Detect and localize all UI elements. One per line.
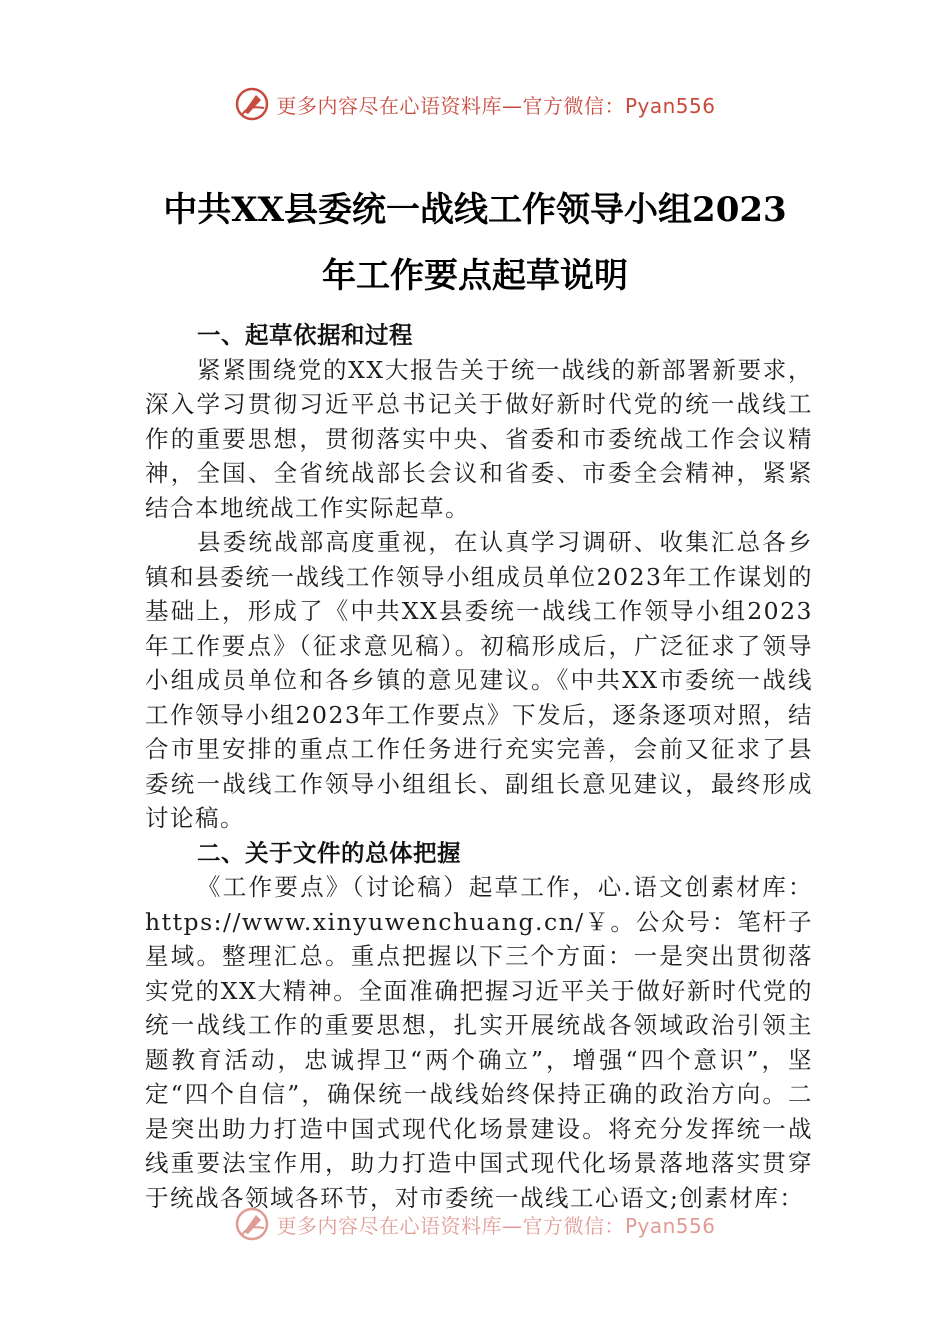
watermark-text: 更多内容尽在心语资料库—官方微信：Pyan556 bbox=[276, 1213, 716, 1238]
document-title-line-2: 年工作要点起草说明 bbox=[322, 256, 628, 296]
footer-watermark bbox=[0, 1202, 950, 1246]
body-paragraph: 县委统战部高度重视，在认真学习调研、收集汇总各乡镇和县委统一战线工作领导小组成员单位2023年工作谋划的基础上，形成了《中共XX县委统一战线工作领导小组2023年工作要点》（征求意见稿）。初稿形成后，广泛征求了领导小组成员单位和各乡镇的意见建议。《中共XX市委统一战线工作领导小组2023年工作要点》下发后，逐条逐项对照，结合市里安排的重点工作任务进行充实完善，会前又征求了县委统一战线工作领导小组组长、副组长意见建议，最终形成讨论稿。 bbox=[145, 528, 813, 832]
pen-nib-icon bbox=[234, 1206, 270, 1242]
pen-nib-icon bbox=[234, 86, 270, 122]
watermark-text: 更多内容尽在心语资料库—官方微信：Pyan556 bbox=[276, 93, 716, 118]
section-heading: 一、起草依据和过程 bbox=[197, 321, 413, 349]
document-body bbox=[145, 318, 813, 1215]
document-title-line-1: 中共XX县委统一战线工作领导小组2023 bbox=[163, 190, 787, 230]
body-paragraph: 《工作要点》（讨论稿）起草工作，心.语文创素材库：https://www.xinyuwenchuang.cn/￥。公众号：笔杆子星域。整理汇总。重点把握以下三个方面：一是突出贯彻落实党的XX大精神。全面准确把握习近平关于做好新时代党的统一战线工作的重要思想，扎实开展统战各领域政治引领主题教育活动，忠诚捍卫“两个确立”，增强“四个意识”，坚定“四个自信”，确保统一战线始终保持正确的政治方向。二是突出助力打造中国式现代化场景建设。将充分发挥统一战线重要法宝作用，助力打造中国式现代化场景落地落实贯穿于统战各领域各环节，对市委统一战线工心语文;创素材库： bbox=[145, 873, 813, 1212]
body-paragraph: 紧紧围绕党的XX大报告关于统一战线的新部署新要求，深入学习贯彻习近平总书记关于做好新时代党的统一战线工作的重要思想，贯彻落实中央、省委和市委统战工作会议精神，全国、全省统战部长会议和省委、市委全会精神，紧紧结合本地统战工作实际起草。 bbox=[145, 355, 813, 522]
header-watermark bbox=[0, 82, 950, 126]
section-heading: 二、关于文件的总体把握 bbox=[197, 838, 461, 867]
